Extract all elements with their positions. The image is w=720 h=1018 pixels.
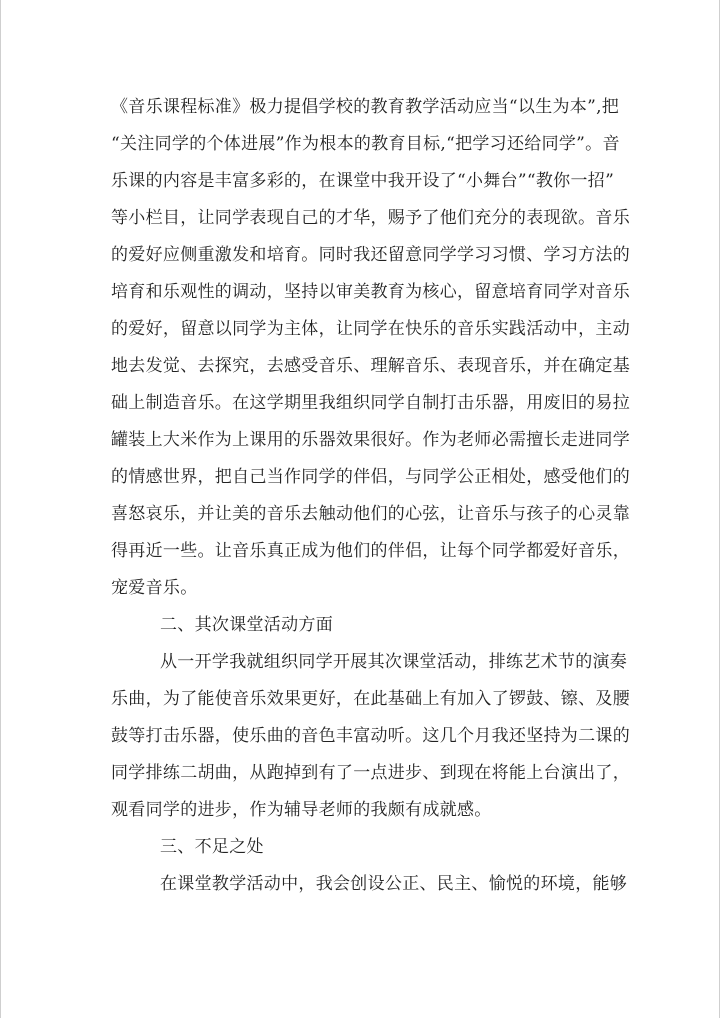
paragraph-line: “关注同学的个体进展”作为根本的教育目标,“把学习还给同学”。音 bbox=[111, 134, 620, 154]
paragraph-line: 得再近一些。让音乐真正成为他们的伴侣，让每个同学都爱好音乐， bbox=[111, 541, 630, 561]
paragraph-line: 的爱好应侧重激发和培育。同时我还留意同学学习习惯、学习方法的 bbox=[111, 245, 630, 265]
paragraph-line: 乐课的内容是丰富多彩的，在课堂中我开设了“小舞台”“教你一招” bbox=[111, 171, 615, 191]
paragraph-line: 的情感世界，把自己当作同学的伴侣，与同学公正相处，感受他们的 bbox=[111, 467, 630, 487]
paragraph-line: 同学排练二胡曲，从跑掉到有了一点进步、到现在将能上台演出了， bbox=[111, 763, 630, 783]
section-heading: 二、其次课堂活动方面 bbox=[160, 615, 333, 635]
paragraph-line: 的爱好，留意以同学为主体，让同学在快乐的音乐实践活动中，主动 bbox=[111, 319, 630, 339]
paragraph-line: 观看同学的进步，作为辅导老师的我颇有成就感。 bbox=[111, 800, 492, 820]
paragraph-line: 宠爱音乐。 bbox=[111, 578, 198, 598]
paragraph-line: 培育和乐观性的调动，坚持以审美教育为核心，留意培育同学对音乐 bbox=[111, 282, 630, 302]
paragraph-line: 等小栏目，让同学表现自己的才华，赐予了他们充分的表现欲。音乐 bbox=[111, 208, 630, 228]
page-border-left bbox=[0, 0, 1, 1018]
paragraph-line: 在课堂教学活动中，我会创设公正、民主、愉悦的环境，能够 bbox=[160, 874, 628, 894]
paragraph-line: 础上制造音乐。在这学期里我组织同学自制打击乐器，用废旧的易拉 bbox=[111, 393, 630, 413]
paragraph-line: 乐曲，为了能使音乐效果更好，在此基础上有加入了锣鼓、镲、及腰 bbox=[111, 689, 630, 709]
paragraph-line: 地去发觉、去探究，去感受音乐、理解音乐、表现音乐，并在确定基 bbox=[111, 356, 630, 376]
paragraph-line: 从一开学我就组织同学开展其次课堂活动，排练艺术节的演奏 bbox=[160, 652, 628, 672]
paragraph-line: 《音乐课程标准》极力提倡学校的教育教学活动应当“以生为本”,把 bbox=[111, 97, 620, 117]
paragraph-line: 鼓等打击乐器，使乐曲的音色丰富动听。这几个月我还坚持为二课的 bbox=[111, 726, 630, 746]
paragraph-line: 罐装上大米作为上课用的乐器效果很好。作为老师必需擅长走进同学 bbox=[111, 430, 630, 450]
paragraph-line: 喜怒哀乐，并让美的音乐去触动他们的心弦，让音乐与孩子的心灵靠 bbox=[111, 504, 630, 524]
section-heading: 三、不足之处 bbox=[160, 837, 264, 857]
